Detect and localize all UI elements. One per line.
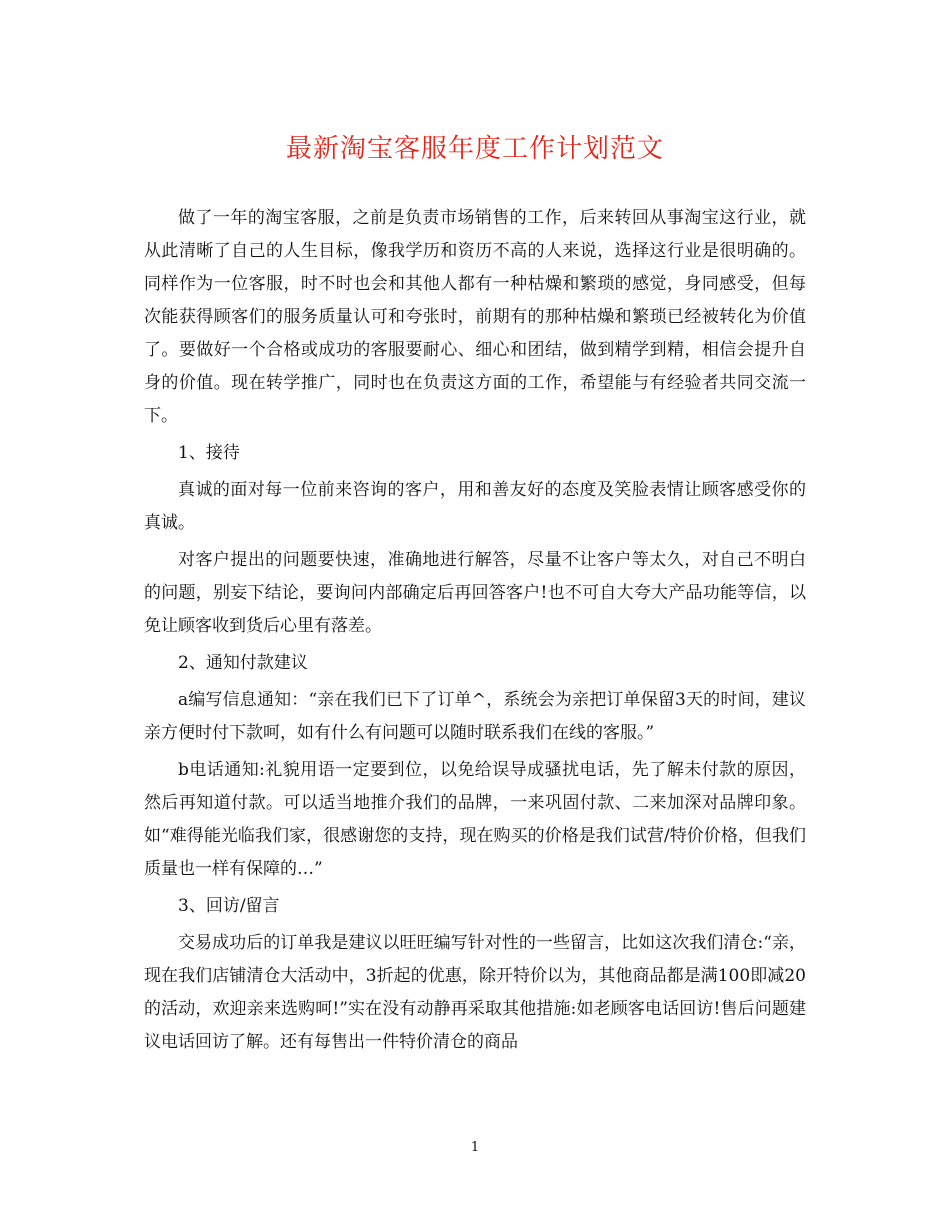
document-body	[144, 202, 806, 1063]
paragraph-payment-phone: b电话通知:礼貌用语一定要到位，以免给误导成骚扰电话，先了解未付款的原因，然后再知道付款。可以适当地推介我们的品牌，一来巩固付款、二来加深对品牌印象。如“难得能光临我们家，很感谢您的支持，现在购买的价格是我们试营/特价价格，但我们质量也一样有保障的…”	[144, 760, 806, 879]
paragraph-reception-sincerity: 真诚的面对每一位前来咨询的客户，用和善友好的态度及笑脸表情让顾客感受你的真诚。	[144, 480, 806, 533]
paragraph-reception-answers: 对客户提出的问题要快速，准确地进行解答，尽量不让客户等太久，对自己不明白的问题，别妄下结论，要询问内部确定后再回答客户!也不可自大夸大产品功能等信，以免让顾客收到货后心里有落差。	[144, 550, 806, 636]
paragraph-payment-message: a编写信息通知：“亲在我们已下了订单^，系统会为亲把订单保留3天的时间，建议亲方便时付下款呵，如有什么有问题可以随时联系我们在线的客服。”	[144, 690, 806, 743]
section-heading-follow-up: 3、回访/留言	[178, 896, 280, 916]
paragraph-follow-up: 交易成功后的订单我是建议以旺旺编写针对性的一些留言，比如这次我们清仓:“亲，现在我们店铺清仓大活动中，3折起的优惠，除开特价以为，其他商品都是满100即减20的活动，欢迎亲来选购呵!”实在没有动静再采取其他措施:如老顾客电话回访!售后问题建议电话回访了解。还有每售出一件特价清仓的商品	[144, 933, 806, 1052]
page-number: 1	[470, 1140, 480, 1155]
section-heading-reception: 1、接待	[178, 443, 240, 463]
paragraph-intro: 做了一年的淘宝客服，之前是负责市场销售的工作，后来转回从事淘宝这行业，就从此清晰了自己的人生目标，像我学历和资历不高的人来说，选择这行业是很明确的。同样作为一位客服，时不时也会和其他人都有一种枯燥和繁琐的感觉，身同感受，但每次能获得顾客们的服务质量认可和夸张时，前期有的那种枯燥和繁琐已经被转化为价值了。要做好一个合格或成功的客服要耐心、细心和团结，做到精学到精，相信会提升自身的价值。现在转学推广，同时也在负责这方面的工作，希望能与有经验者共同交流一下。	[144, 208, 806, 426]
document-title: 最新淘宝客服年度工作计划范文	[285, 134, 664, 164]
section-heading-payment-notice: 2、通知付款建议	[178, 653, 308, 673]
